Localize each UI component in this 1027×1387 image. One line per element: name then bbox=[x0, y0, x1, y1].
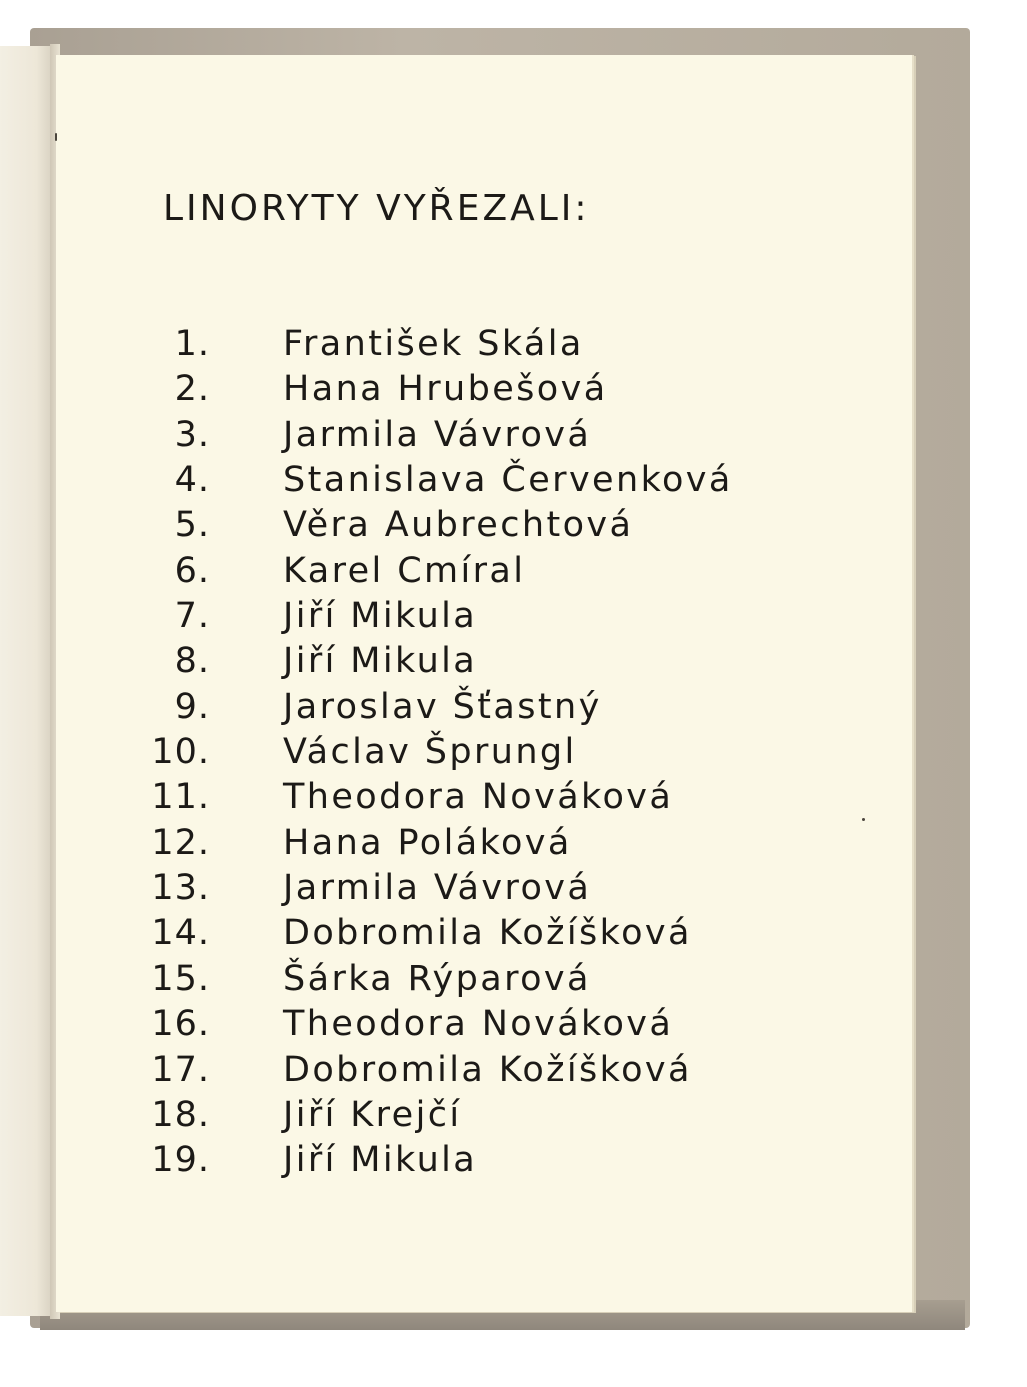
list-item bbox=[150, 639, 733, 684]
artist-name: Karel Cmíral bbox=[283, 550, 526, 591]
list-item bbox=[150, 685, 733, 730]
list-item bbox=[150, 821, 733, 866]
item-number: 11. bbox=[151, 777, 210, 818]
artist-name: Šárka Rýparová bbox=[283, 958, 591, 999]
list-item bbox=[150, 458, 733, 503]
list-item bbox=[150, 911, 733, 956]
paper-speck bbox=[55, 133, 57, 141]
item-number: 16. bbox=[151, 1004, 210, 1045]
list-item bbox=[150, 367, 733, 412]
list-item bbox=[150, 866, 733, 911]
item-number: 2. bbox=[174, 369, 210, 410]
list-item bbox=[150, 1002, 733, 1047]
artist-name: Stanislava Červenková bbox=[283, 460, 733, 501]
list-item bbox=[150, 594, 733, 639]
item-number: 18. bbox=[151, 1094, 210, 1135]
artist-name: Jarmila Vávrová bbox=[283, 414, 592, 455]
artist-name: Václav Šprungl bbox=[283, 732, 577, 773]
item-number: 15. bbox=[151, 958, 210, 999]
list-item bbox=[150, 730, 733, 775]
artist-name: Jiří Krejčí bbox=[283, 1094, 462, 1135]
list-item bbox=[150, 322, 733, 367]
list-item bbox=[150, 957, 733, 1002]
item-number: 4. bbox=[174, 460, 210, 501]
list-item bbox=[150, 549, 733, 594]
artist-name: Theodora Nováková bbox=[283, 1004, 674, 1045]
item-number: 12. bbox=[151, 822, 210, 863]
paper-speck bbox=[862, 818, 865, 821]
artist-name: Hana Poláková bbox=[283, 822, 572, 863]
artist-name: Dobromila Kožíšková bbox=[283, 913, 692, 954]
item-number: 14. bbox=[151, 913, 210, 954]
item-number: 19. bbox=[151, 1140, 210, 1181]
artist-list bbox=[150, 322, 733, 1184]
list-item bbox=[150, 503, 733, 548]
artist-name: František Skála bbox=[283, 324, 584, 364]
artist-name: Jarmila Vávrová bbox=[283, 868, 592, 909]
page-heading: LINORYTY VYŘEZALI: bbox=[163, 188, 590, 229]
item-number: 8. bbox=[174, 641, 210, 682]
item-number: 13. bbox=[151, 868, 210, 909]
list-item bbox=[150, 1093, 733, 1138]
item-number: 17. bbox=[151, 1049, 210, 1090]
left-page bbox=[0, 46, 53, 1316]
item-number: 5. bbox=[174, 505, 210, 546]
artist-name: Hana Hrubešová bbox=[283, 369, 608, 410]
item-number: 7. bbox=[174, 596, 210, 637]
list-item bbox=[150, 413, 733, 458]
list-item bbox=[150, 775, 733, 820]
artist-name: Jiří Mikula bbox=[283, 641, 478, 682]
item-number: 3. bbox=[174, 414, 210, 455]
list-item bbox=[150, 1048, 733, 1093]
item-number: 6. bbox=[174, 550, 210, 591]
artist-name: Jaroslav Šťastný bbox=[283, 686, 602, 727]
artist-name: Jiří Mikula bbox=[283, 1140, 478, 1181]
list-item bbox=[150, 1138, 733, 1183]
artist-name: Jiří Mikula bbox=[283, 596, 478, 637]
item-number: 9. bbox=[174, 686, 210, 727]
item-number: 10. bbox=[151, 732, 210, 773]
artist-name: Theodora Nováková bbox=[283, 777, 674, 818]
artist-name: Dobromila Kožíšková bbox=[283, 1049, 692, 1090]
artist-name: Věra Aubrechtová bbox=[283, 505, 634, 546]
item-number: 1. bbox=[174, 324, 210, 364]
